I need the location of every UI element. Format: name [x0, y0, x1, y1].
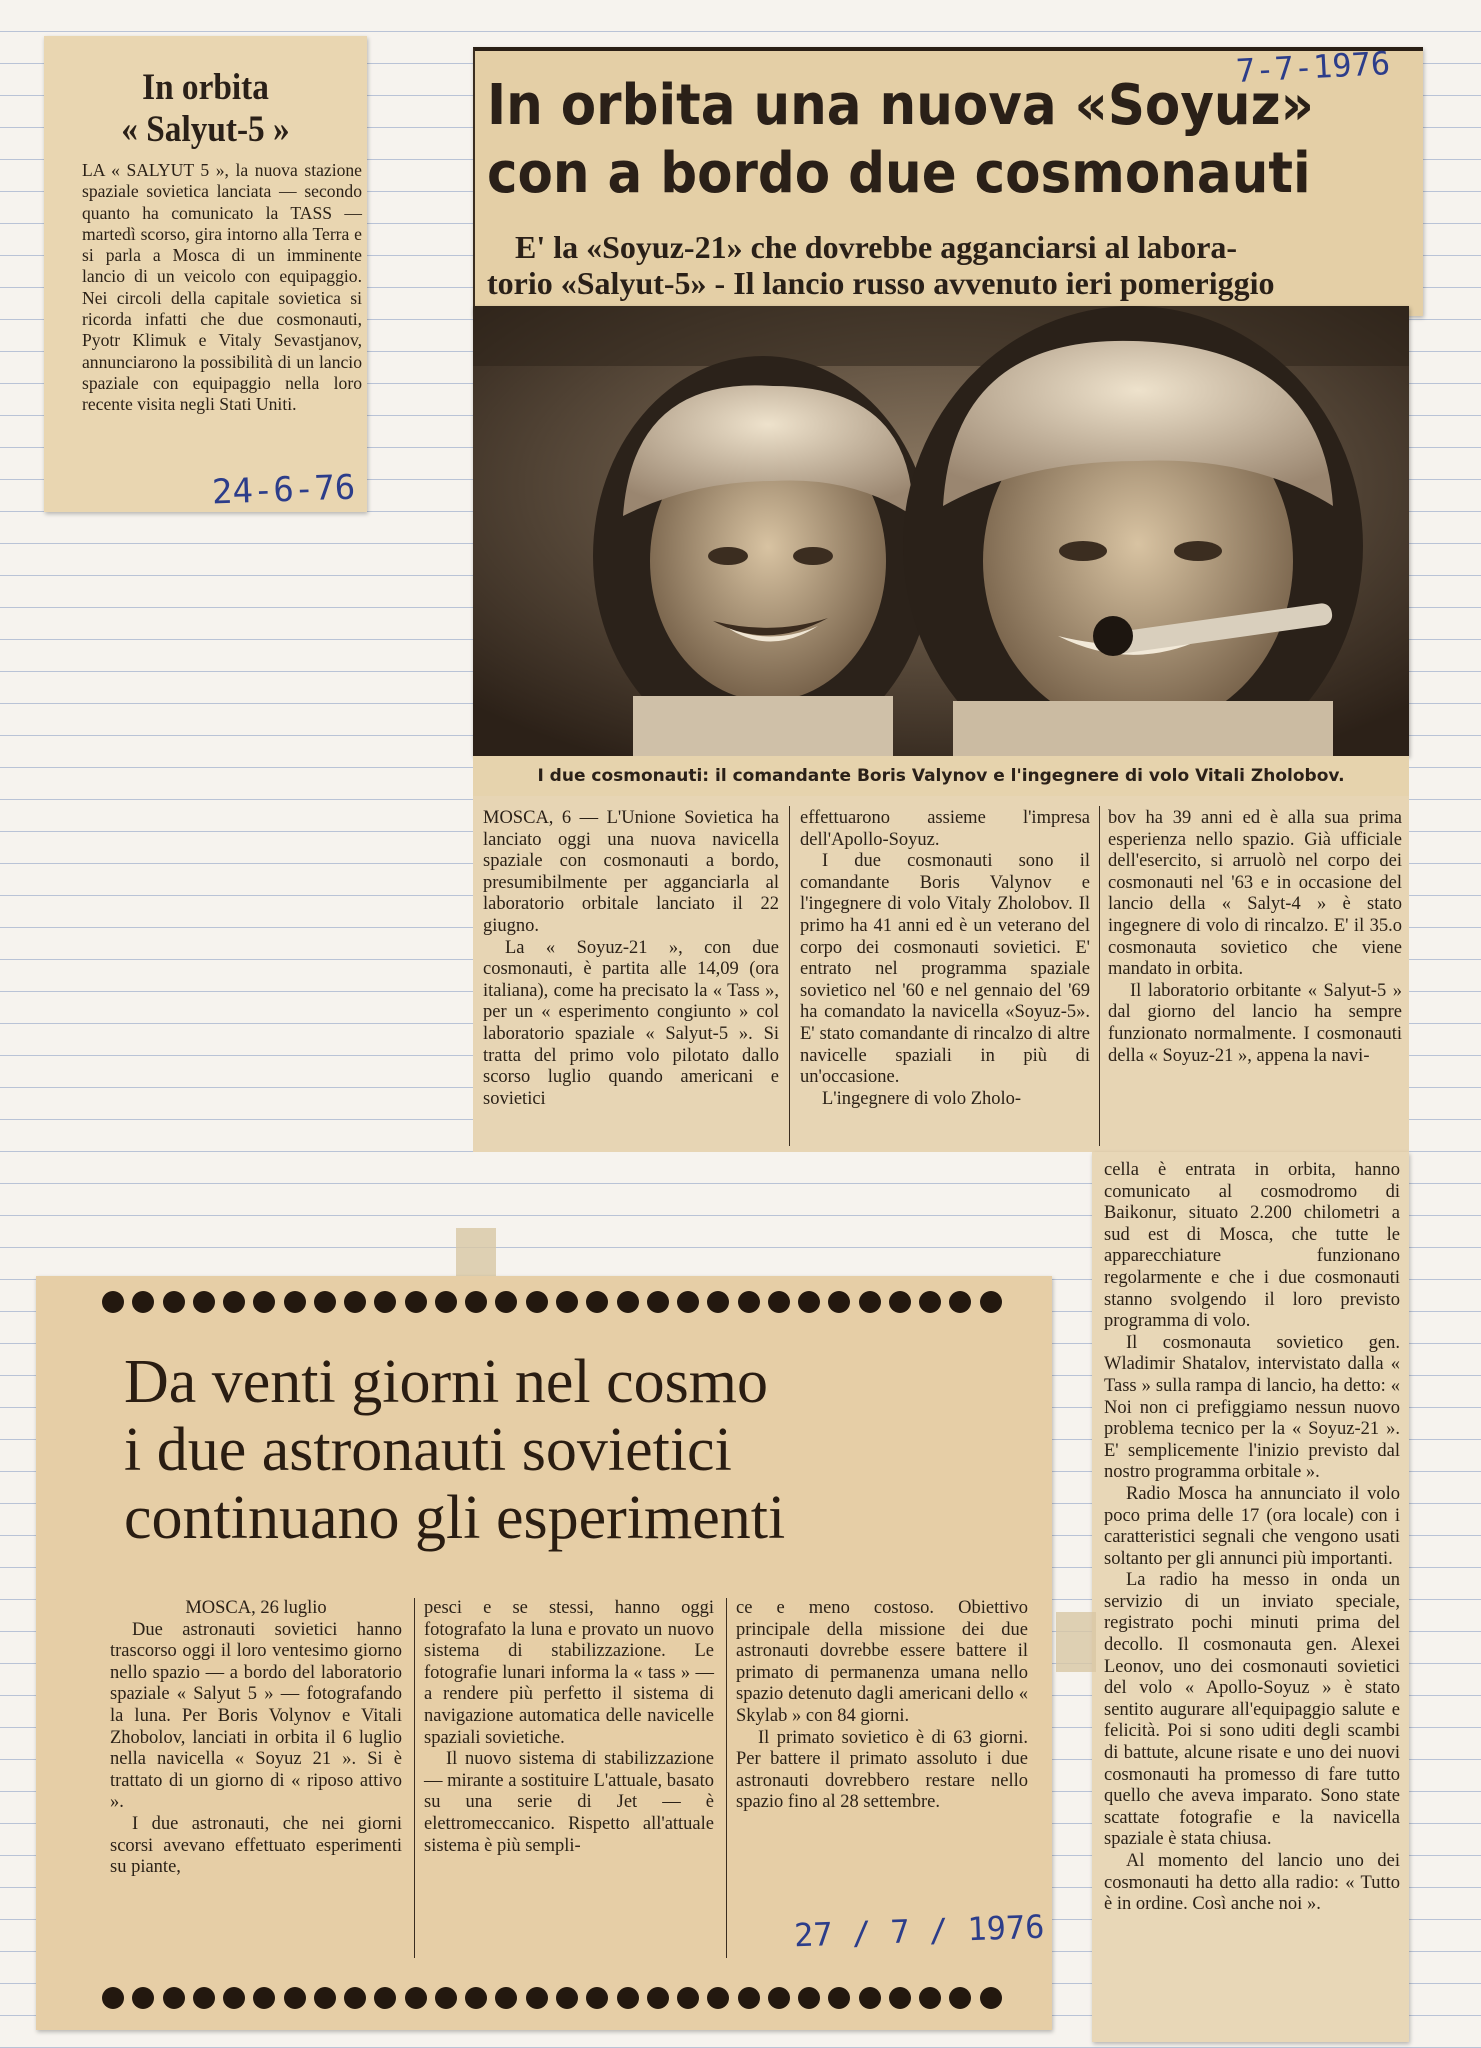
clipping2-col2-p1: effettuarono assieme l'impresa dell'Apollo-Soyuz.	[800, 808, 1090, 850]
clipping3-col3-p2: Il primato sovietico è di 63 giorni. Per battere il primato assoluto i due astronauti dovrebbero restare nello spazio fino al 28 settembre.	[736, 1727, 1028, 1813]
clipping2-col3c-p3: Radio Mosca ha annunciato il volo poco prima delle 17 (ora locale) con i caratteristici segnali che vengono usati soltanto per gli annunci più importanti.	[1104, 1483, 1400, 1569]
cosmonauts-photo-drawing	[473, 306, 1409, 756]
clipping3-headline-line1: Da venti giorni nel cosmo	[124, 1348, 768, 1416]
clipping2-col3c-p1: cella è entrata in orbita, hanno comunicato al cosmodromo di Baikonur, situato 2.200 chilometri a sud est di Mosca, che tutte le apparecchiature funzionano regolarmente e che i due cosmonauti stanno svolgendo il loro previsto programma di volo.	[1104, 1160, 1400, 1332]
clipping2-col2-p2: I due cosmonauti sono il comandante Boris Valynov e l'ingegnere di volo Vitaly Zholobov. Il primo ha 41 anni ed è un veterano del corpo dei cosmonauti sovietici. E' entrato nel programma spaziale sovietico nel '60 e nel gennaio del '69 ha comandato la navicella «Soyuz-5». E' stato comandante di rincalzo di altre navicelle spaziali in più di un'occasione.	[800, 851, 1090, 1088]
clipping2-col2-p3: L'ingegnere di volo Zholo-	[822, 1088, 1022, 1109]
photo-caption: I due cosmonauti: il comandante Boris Valynov e l'ingegnere di volo Vitali Zholobov.	[473, 756, 1409, 796]
clipping2-headline-line1: In orbita una nuova «Soyuz»	[487, 73, 1314, 138]
clipping3-col1-p1: Due astronauti sovietici hanno trascorso oggi il loro ventesimo giorno nello spazio — a bordo del laboratorio spaziale « Salyut 5 » — fotografando la luna. Per Boris Volynov e Vitali Zhobolov, lanciati in orbita il 6 luglio nella navicella « Soyuz 21 ». Si è trattato di un giorno di « riposo attivo ».	[110, 1619, 402, 1813]
clipping3-headline-line3: continuano gli esperimenti	[124, 1484, 786, 1552]
clipping2-col1-p1: MOSCA, 6 — L'Unione Sovietica ha lanciato oggi una nuova navicella spaziale con cosmonauti a bordo, presumibilmente per agganciarla al laboratorio orbitale lanciato il 22 giugno.	[483, 808, 779, 936]
clipping2-subhead-line2: torio «Salyut-5» - Il lancio russo avvenuto ieri pomeriggio	[487, 265, 1275, 301]
clipping2-col3c-p2: Il cosmonauta sovietico gen. Wladimir Shatalov, intervistato dalla « Tass » sulla rampa di lancio, ha detto: « Noi non ci prefiggiamo nessun nuovo problema tecnico per la « Soyuz-21 ». E' semplicemente l'inizio previsto dal nostro programma orbitale ».	[1104, 1332, 1400, 1483]
column-divider	[726, 1598, 727, 1958]
clipping3-col1-p2: I due astronauti, che nei giorni scorsi avevano effettuato esperimenti su piante,	[110, 1813, 402, 1878]
clipping1-title-line1: In orbita	[142, 67, 269, 108]
clipping3-dateline: MOSCA, 26 luglio	[185, 1598, 327, 1618]
clipping2-col3c-p5: Al momento del lancio uno dei cosmonauti ha detto alla radio: « Tutto è in ordine. Così anche noi ».	[1104, 1851, 1400, 1915]
clipping2-column-3	[1108, 808, 1402, 1067]
clipping-venti-giorni	[36, 1276, 1052, 2030]
clipping1-body: LA « SALYUT 5 », la nuova stazione spaziale sovietica lanciata — secondo quanto ha comunicato la TASS — martedì scorso, gira intorno alla Terra e si parla a Mosca di un imminente lancio di un veicolo con equipaggio. Nei circoli della capitale sovietica si ricorda infatti che due cosmonauti, Pyotr Klimuk e Vitaly Sevastjanov, annunciarono la possibilità di un lancio spaziale con equipaggio nella loro recente visita negli Stati Uniti.	[82, 160, 362, 415]
clipping2-column-1	[483, 808, 779, 1110]
clipping2-column-3-continued	[1104, 1160, 1400, 1916]
clipping2-col3c-p4: La radio ha messo in onda un servizio di un inviato speciale, registrato pochi minuti prima del decollo. Il cosmonauta gen. Alexei Leonov, uno dei cosmonauti sovietici del volo « Apollo-Soyuz » è stato sentito augurare all'equipaggio salute e felicità. Poi si sono uditi degli scambi di battute, alcune risate e uno dei nuovi cosmonauti ha promesso di fare tutto quello che aveva imparato. Sono state scattate fotografie e la navicella spaziale è stata chiusa.	[1104, 1570, 1400, 1850]
clipping2-col3-p2: Il laboratorio orbitante « Salyut-5 » dal giorno del lancio ha sempre funzionato normalmente. I cosmonauti della « Soyuz-21 », appena la navi-	[1108, 980, 1402, 1066]
clipping3-col2-p2: Il nuovo sistema di stabilizzazione — mirante a sostituire L'attuale, basato su una serie di Jet — è elettromeccanico. Rispetto all'attuale sistema è più sempli-	[424, 1749, 714, 1856]
column-divider	[1099, 806, 1100, 1146]
clipping3-column-3	[736, 1598, 1028, 1814]
clipping3-column-2	[424, 1598, 714, 1857]
clipping3-column-1	[110, 1598, 402, 1879]
clipping1-handwritten-date: 24-6-76	[211, 467, 356, 512]
column-divider	[414, 1598, 415, 1958]
clipping3-col2-p1: pesci e se stessi, hanno oggi fotografato la luna e provato un nuovo sistema di stabilizzazione. Le fotografie lunari informa la « tass » — a rendere più perfetto il sistema di navigazione automatica delle navicelle spaziali sovietiche.	[424, 1598, 714, 1748]
clipping2-handwritten-date: 7-7-1976	[1235, 43, 1392, 91]
clipping3-headline-line2: i due astronauti sovietici	[124, 1416, 732, 1484]
clipping2-headline-line2: con a bordo due cosmonauti	[487, 141, 1311, 206]
tape-mark	[1056, 1612, 1096, 1672]
dotted-border-bottom	[102, 1984, 1002, 2012]
clipping2-col3-p1: bov ha 39 anni ed è alla sua prima esperienza nello spazio. Già ufficiale dell'esercito, si arruolò nel corpo dei cosmonauti nel '63 e in occasione del lancio della « Salyt-4 » è stato ingegnere di volo di rincalzo. E' il 35.o cosmonauta sovietico che viene mandato in orbita.	[1108, 808, 1402, 980]
clipping-salyut5	[44, 36, 367, 512]
clipping2-subhead-line1: E' la «Soyuz-21» che dovrebbe agganciarsi al labora-	[515, 229, 1238, 265]
column-divider	[789, 806, 790, 1146]
clipping2-col1-p2: La « Soyuz-21 », con due cosmonauti, è partita alle 14,09 (ora italiana), come ha precisato la « Tass », per un « esperimento congiunto » col laboratorio spaziale « Salyut-5 ». Si tratta del primo volo pilotato dallo scorso luglio quando americani e sovietici	[483, 937, 779, 1109]
clipping3-handwritten-date: 27 / 7 / 1976	[793, 1907, 1046, 1955]
cosmonauts-photo	[473, 306, 1409, 756]
microphone-icon	[1093, 616, 1133, 656]
clipping1-title-line2: « Salyut-5 »	[121, 109, 290, 150]
dotted-border-top	[102, 1288, 1002, 1316]
clipping3-col3-p1: ce e meno costoso. Obiettivo principale della missione dei due astronauti dovrebbe essere battere il primato di permanenza umana nello spazio detenuto dagli americani dello « Skylab » con 84 giorni.	[736, 1598, 1028, 1726]
clipping2-column-2	[800, 808, 1090, 1110]
